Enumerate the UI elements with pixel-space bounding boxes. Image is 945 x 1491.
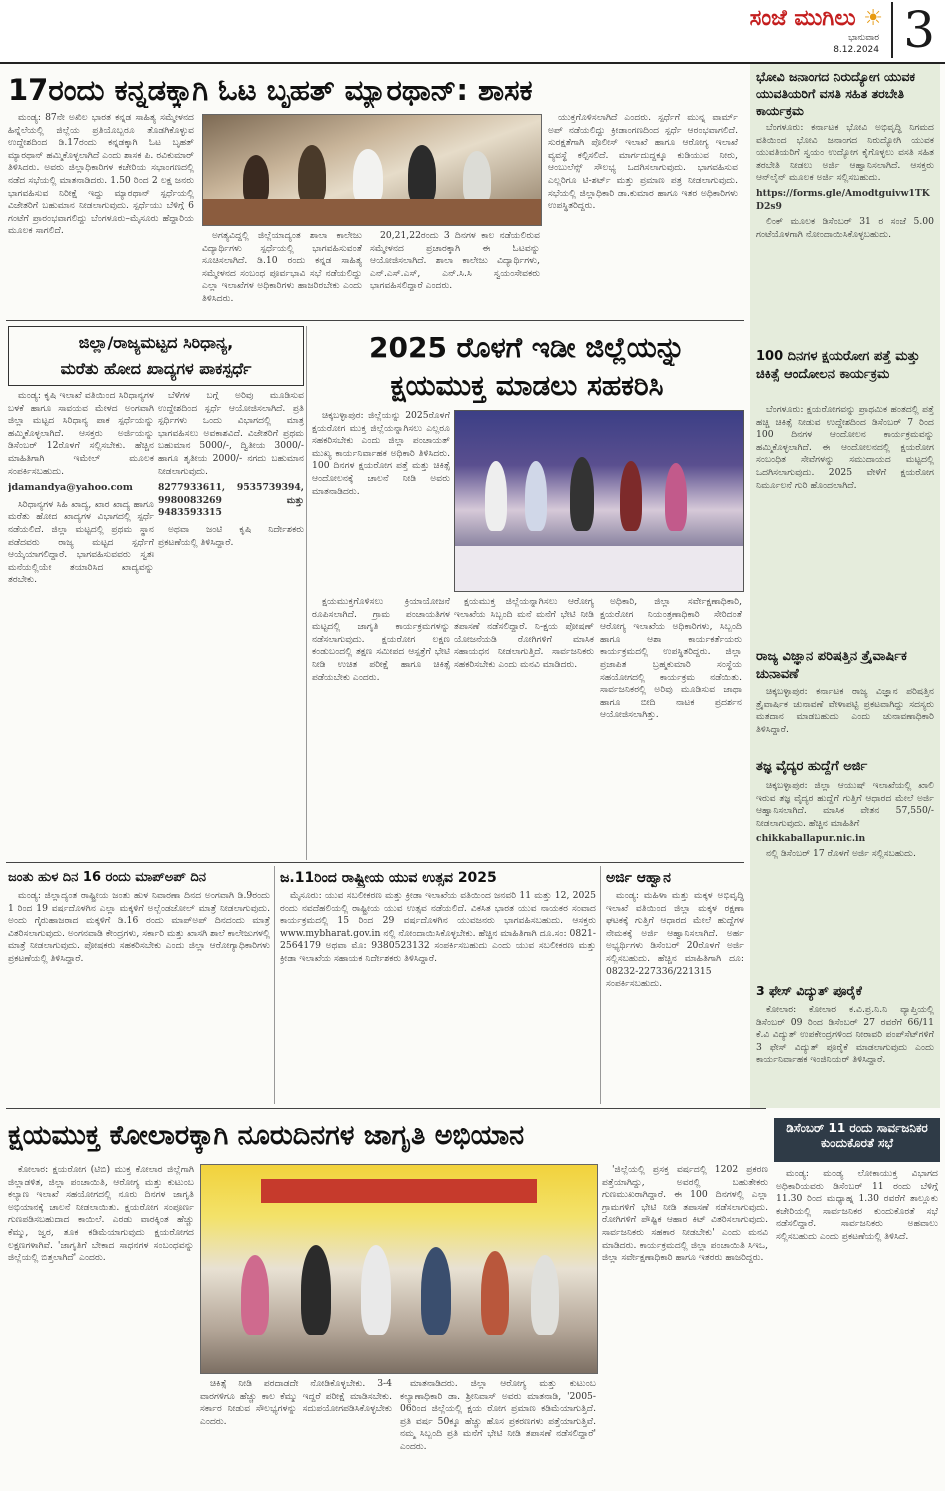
meeting-photo bbox=[202, 114, 542, 226]
contact-email: jdamandya@yahoo.com bbox=[8, 482, 133, 494]
masthead bbox=[0, 0, 945, 64]
article5-headline: ಜ.11ರಿಂದ ರಾಷ್ಟ್ರೀಯ ಯುವ ಉತ್ಸವ 2025 bbox=[280, 870, 497, 886]
issue-day: ಭಾನುವಾರ bbox=[848, 33, 879, 43]
tb-event-photo bbox=[454, 410, 744, 592]
kolar-event-photo bbox=[200, 1164, 598, 1374]
article7-headline: ಕ್ಷಯಮುಕ್ತ ಕೋಲಾರಕ್ಕಾಗಿ ನೂರುದಿನಗಳ ಜಾಗೃತಿ ಅಭಿಯಾನ bbox=[8, 1120, 525, 1151]
article3-col1: ಚಿಕ್ಕಬಳ್ಳಾಪುರ: ಜಿಲ್ಲೆಯನ್ನು 2025ರೊಳಗೆ ಕ್ಷಯರೋಗ ಮುಕ್ತ ಜಿಲ್ಲೆಯನ್ನಾಗಿಸಲು ಎಲ್ಲರೂ ಸಹಕರಿಸಬೇಕು ಎಂದು ಜಿಲ್ಲಾ ಪಂಚಾಯತ್ ಮುಖ್ಯ ಕಾರ್ಯನಿರ್ವಾಹಕ ಅಧಿಕಾರಿ ತಿಳಿಸಿದರು. 100 ದಿನಗಳ ಕ್ಷಯರೋಗ ಪತ್ತೆ ಮತ್ತು ಚಿಕಿತ್ಸೆ ಆಂದೋಲನಕ್ಕೆ ಚಾಲನೆ ನೀಡಿ ಅವರು ಮಾತನಾಡಿದರು. bbox=[312, 410, 450, 497]
article1-col3: 20,21,22ರಂದು 3 ದಿನಗಳ ಕಾಲ ನಡೆಯಲಿರುವ ಸಮ್ಮೇಳನದ ಪ್ರಚಾರಕ್ಕಾಗಿ ಈ ಓಟವನ್ನು ಆಯೋಜಿಸಲಾಗಿದೆ. ಶಾಲಾ ಕಾಲೇಜು ವಿದ್ಯಾರ್ಥಿಗಳು, ಎನ್.ಎಸ್.ಎಸ್, ಎನ್.ಸಿ.ಸಿ ಸ್ವಯಂಸೇವಕರು ಭಾಗವಹಿಸಲಿದ್ದಾರೆ ಎಂದರು. bbox=[370, 230, 540, 292]
article6-headline: ಅರ್ಜಿ ಆಹ್ವಾನ bbox=[606, 870, 671, 886]
sidebar-item4-title: ತಜ್ಞ ವೈದ್ಯರ ಹುದ್ದೆಗೆ ಅರ್ಜಿ bbox=[756, 759, 868, 774]
article7-col4: 'ಜಿಲ್ಲೆಯಲ್ಲಿ ಪ್ರಸಕ್ತ ವರ್ಷದಲ್ಲಿ 1202 ಪ್ರಕರಣ ಪತ್ತೆಯಾಗಿದ್ದು, ಅವರಲ್ಲಿ ಬಹುತೇಕರು ಗುಣಮುಖರಾಗಿದ್ದಾರೆ. ಈ 100 ದಿನಗಳಲ್ಲಿ ಎಲ್ಲಾ ಗ್ರಾಮಗಳಿಗೆ ಭೇಟಿ ನೀಡಿ ತಪಾಸಣೆ ನಡೆಸಲಾಗುವುದು. ರೋಗಿಗಳಿಗೆ ಪೌಷ್ಟಿಕ ಆಹಾರ ಕಿಟ್ ವಿತರಿಸಲಾಗುವುದು. ಸಾರ್ವಜನಿಕರು ಸಹಕಾರ ನೀಡಬೇಕು' ಎಂದು ಮನವಿ ಮಾಡಿದರು. ಕಾರ್ಯಕ್ರಮದಲ್ಲಿ ಜಿಲ್ಲಾ ಪಂಚಾಯಿತಿ ಸಿಇಒ, ಜಿಲ್ಲಾ ಸರ್ವೇಕ್ಷಣಾಧಿಕಾರಿ ಹಾಗೂ ಇತರರು ಹಾಜರಿದ್ದರು. bbox=[602, 1164, 768, 1264]
article2-col1: ಮಂಡ್ಯ: ಕೃಷಿ ಇಲಾಖೆ ವತಿಯಿಂದ ಸಿರಿಧಾನ್ಯಗಳ ಬಳಕೆ ಹಾಗೂ ಸಾವಯವ ಮೇಳದ ಅಂಗವಾಗಿ ಜಿಲ್ಲಾ ಮಟ್ಟದ ಸಿರಿಧಾನ್ಯ ಪಾಕ ಸ್ಪರ್ಧೆಯನ್ನು ಹಮ್ಮಿಕೊಳ್ಳಲಾಗಿದೆ. ಆಸಕ್ತರು ಅರ್ಜಿಯನ್ನು ಡಿಸೆಂಬರ್ 12ರೊಳಗೆ ಸಲ್ಲಿಸಬೇಕು. ಹೆಚ್ಚಿನ ಮಾಹಿತಿಗಾಗಿ ಇಮೇಲ್ ಮೂಲಕ ಸಂಪರ್ಕಿಸಬಹುದು. jdamandya@yahoo.com ಸಿರಿಧಾನ್ಯಗಳ ಸಿಹಿ ಖಾದ್ಯ, ಖಾರ ಖಾದ್ಯ ಹಾಗೂ ಮರೆತು ಹೋದ ಖಾದ್ಯಗಳ ವಿಭಾಗದಲ್ಲಿ ಸ್ಪರ್ಧೆ ನಡೆಯಲಿದೆ. ಜಿಲ್ಲಾ ಮಟ್ಟದಲ್ಲಿ ಪ್ರಥಮ ಸ್ಥಾನ ಪಡೆದವರು ರಾಜ್ಯ ಮಟ್ಟದ ಸ್ಪರ್ಧೆಗೆ ಆಯ್ಕೆಯಾಗಲಿದ್ದಾರೆ. ಭಾಗವಹಿಸುವವರು ಸ್ವತಃ ಮನೆಯಲ್ಲಿಯೇ ತಯಾರಿಸಿದ ಖಾದ್ಯವನ್ನು ತರಬೇಕು. bbox=[8, 390, 154, 586]
article2-headline-box bbox=[8, 326, 304, 386]
contact-phones: 8277933611, 9535739394, 9980083269 ಮತ್ತು 9483593315 bbox=[158, 482, 304, 519]
sidebar-item4-body: ಚಿಕ್ಕಬಳ್ಳಾಪುರ: ಜಿಲ್ಲಾ ಆಯುಷ್ ಇಲಾಖೆಯಲ್ಲಿ ಖಾಲಿ ಇರುವ ತಜ್ಞ ವೈದ್ಯರ ಹುದ್ದೆಗೆ ಗುತ್ತಿಗೆ ಆಧಾರದ ಮೇಲೆ ಅರ್ಜಿ ಆಹ್ವಾನಿಸಲಾಗಿದೆ. ಮಾಸಿಕ ವೇತನ 57,550/- ನೀಡಲಾಗುವುದು. ಹೆಚ್ಚಿನ ಮಾಹಿತಿಗೆ chikkaballapur.nic.in ನಲ್ಲಿ ಡಿಸೆಂಬರ್ 17 ರೊಳಗೆ ಅರ್ಜಿ ಸಲ್ಲಿಸಬಹುದು. bbox=[756, 780, 934, 859]
article1-headline: 17ರಂದು ಕನ್ನಡಕ್ಕಾಗಿ ಓಟ ಬೃಹತ್ ಮ್ಯಾರಥಾನ್: ಶಾಸಕ bbox=[8, 73, 533, 107]
sun-logo-icon: ☀ bbox=[855, 6, 883, 31]
sidebar-item6-title: ಡಿಸೆಂಬರ್ 11 ರಂದು ಸಾರ್ವಜನಿಕರ ಕುಂದುಕೊರತೆ ಸಭೆ bbox=[774, 1118, 940, 1162]
article3-col2: ಕ್ಷಯಮುಕ್ತಗೊಳಿಸಲು ಕ್ರಿಯಾಯೋಜನೆ ರೂಪಿಸಲಾಗಿದೆ. ಗ್ರಾಮ ಪಂಚಾಯತಿಗಳ ಮಟ್ಟದಲ್ಲಿ ಜಾಗೃತಿ ಕಾರ್ಯಕ್ರಮಗಳನ್ನು ನಡೆಸಲಾಗುವುದು. ಕ್ಷಯರೋಗ ಲಕ್ಷಣ ಕಂಡುಬಂದಲ್ಲಿ ತಕ್ಷಣ ಸಮೀಪದ ಆಸ್ಪತ್ರೆಗೆ ಭೇಟಿ ನೀಡಿ ಉಚಿತ ಪರೀಕ್ಷೆ ಹಾಗೂ ಚಿಕಿತ್ಸೆ ಪಡೆಯಬೇಕು ಎಂದರು. bbox=[312, 596, 450, 683]
sidebar-item1-body: ಬೆಂಗಳೂರು: ಕರ್ನಾಟಕ ಭೋವಿ ಅಭಿವೃದ್ಧಿ ನಿಗಮದ ವತಿಯಿಂದ ಭೋವಿ ಜನಾಂಗದ ನಿರುದ್ಯೋಗಿ ಯುವಕ ಯುವತಿಯರಿಗೆ ಸ್ವಯಂ ಉದ್ಯೋಗ ಕೈಗೊಳ್ಳಲು ವಸತಿ ಸಹಿತ ತರಬೇತಿ ನೀಡಲು ಅರ್ಜಿ ಆಹ್ವಾನಿಸಲಾಗಿದೆ. ಆಸಕ್ತರು ಆನ್‌ಲೈನ್ ಮೂಲಕ ಅರ್ಜಿ ಸಲ್ಲಿಸಬಹುದು. https://forms.gle/Amodtguivw1TKD2s9 ಲಿಂಕ್ ಮೂಲಕ ಡಿಸೆಂಬರ್ 31 ರ ಸಂಜೆ 5.00 ಗಂಟೆಯೊಳಗಾಗಿ ನೋಂದಾಯಿಸಿಕೊಳ್ಳಬಹುದು. bbox=[756, 122, 934, 240]
article2-headline-line2: ಮರೆತು ಹೋದ ಖಾದ್ಯಗಳ ಪಾಕಸ್ಪರ್ಧೆ bbox=[60, 359, 252, 378]
sidebar-item6-body: ಮಂಡ್ಯ: ಮಂಡ್ಯ ಲೋಕಾಯುಕ್ತ ವಿಭಾಗದ ಅಧಿಕಾರಿಯವರು ಡಿಸೆಂಬರ್ 11 ರಂದು ಬೆಳಿಗ್ಗೆ 11.30 ರಿಂದ ಮಧ್ಯಾಹ್ನ 1.30 ರವರೆಗೆ ತಾಲ್ಲೂಕು ಕಚೇರಿಯಲ್ಲಿ ಸಾರ್ವಜನಿಕರ ಕುಂದುಕೊರತೆ ಸಭೆ ನಡೆಸಲಿದ್ದಾರೆ. ಸಾರ್ವಜನಿಕರು ಅಹವಾಲು ಸಲ್ಲಿಸಬಹುದು ಎಂದು ಪ್ರಕಟಣೆಯಲ್ಲಿ ತಿಳಿಸಿದೆ. bbox=[776, 1168, 938, 1242]
article3-col4: ಅಧಿಕಾರಿ, ಜಿಲ್ಲಾ ಸರ್ವೇಕ್ಷಣಾಧಿಕಾರಿ, ಕ್ಷಯರೋಗ ನಿಯಂತ್ರಣಾಧಿಕಾರಿ ಸೇರಿದಂತೆ ಆರೋಗ್ಯ ಇಲಾಖೆಯ ಅಧಿಕಾರಿಗಳು, ಸಿಬ್ಬಂದಿ ಹಾಗೂ ಆಶಾ ಕಾರ್ಯಕರ್ತೆಯರು ಕಾರ್ಯಕ್ರಮದಲ್ಲಿ ಉಪಸ್ಥಿತರಿದ್ದರು. ಜಿಲ್ಲಾ ಪ್ರಜಾಪಿತ ಬ್ರಹ್ಮಕುಮಾರಿ ಸಂಸ್ಥೆಯ ಸಹಯೋಗದಲ್ಲಿ ಕಾರ್ಯಕ್ರಮ ನಡೆಯಿತು. ಸಾರ್ವಜನಿಕರಲ್ಲಿ ಅರಿವು ಮೂಡಿಸುವ ಜಾಥಾ ಹಾಗೂ ಬೀದಿ ನಾಟಕ ಪ್ರದರ್ಶನ ಆಯೋಜಿಸಲಾಗಿತ್ತು. bbox=[600, 596, 742, 721]
district-website-link[interactable]: chikkaballapur.nic.in bbox=[756, 833, 866, 845]
article4-headline: ಜಂತು ಹುಳ ದಿನ 16 ರಂದು ಮಾಪ್‌ಅಪ್ ದಿನ bbox=[8, 870, 206, 885]
article2-col2: ಬೆಳೆಗಳ ಬಗ್ಗೆ ಅರಿವು ಮೂಡಿಸುವ ಉದ್ದೇಶದಿಂದ ಸ್ಪರ್ಧೆ ಆಯೋಜಿಸಲಾಗಿದೆ. ಪ್ರತಿ ಸ್ಪರ್ಧಿಗಳು ಒಂದು ವಿಭಾಗದಲ್ಲಿ ಮಾತ್ರ ಭಾಗವಹಿಸಲು ಅವಕಾಶವಿದೆ. ವಿಜೇತರಿಗೆ ಪ್ರಥಮ ಬಹುಮಾನ 5000/-, ದ್ವಿತೀಯ 3000/- ಹಾಗೂ ತೃತೀಯ 2000/- ನಗದು ಬಹುಮಾನ ನೀಡಲಾಗುವುದು. 8277933611, 9535739394, 9980083269 ಮತ್ತು 9483593315 ಅಥವಾ ಜಂಟಿ ಕೃಷಿ ನಿರ್ದೇಶಕರು ಪ್ರಕಟಣೆಯಲ್ಲಿ ತಿಳಿಸಿದ್ದಾರೆ. bbox=[158, 390, 304, 548]
sidebar-item3-body: ಚಿಕ್ಕಬಳ್ಳಾಪುರ: ಕರ್ನಾಟಕ ರಾಜ್ಯ ವಿಜ್ಞಾನ ಪರಿಷತ್ತಿನ ತ್ರೈವಾರ್ಷಿಕ ಚುನಾವಣೆ ವೇಳಾಪಟ್ಟಿ ಪ್ರಕಟವಾಗಿದ್ದು ಸದಸ್ಯರು ಮತದಾನ ಮಾಡಬಹುದು ಎಂದು ಚುನಾವಣಾಧಿಕಾರಿ ತಿಳಿಸಿದ್ದಾರೆ. bbox=[756, 686, 934, 735]
article2-headline-line1: ಜಿಲ್ಲಾ/ರಾಜ್ಯಮಟ್ಟದ ಸಿರಿಧಾನ್ಯ, bbox=[78, 333, 234, 352]
article4-body: ಮಂಡ್ಯ: ಜಿಲ್ಲಾದ್ಯಂತ ರಾಷ್ಟ್ರೀಯ ಜಂತು ಹುಳ ನಿವಾರಣಾ ದಿನದ ಅಂಗವಾಗಿ ಡಿ.9ರಂದು 1 ರಿಂದ 19 ವರ್ಷದೊಳಗಿನ ಎಲ್ಲಾ ಮಕ್ಕಳಿಗೆ ಅಲ್ಬೆಂಡಜೋಲ್ ಮಾತ್ರೆ ನೀಡಲಾಗುವುದು. ಅಂದು ಗೈರುಹಾಜರಾದ ಮಕ್ಕಳಿಗೆ ಡಿ.16 ರಂದು ಮಾಪ್‌ಅಪ್ ದಿನದಂದು ಮಾತ್ರೆ ವಿತರಿಸಲಾಗುವುದು. ಅಂಗನವಾಡಿ ಕೇಂದ್ರಗಳು, ಸರ್ಕಾರಿ ಮತ್ತು ಖಾಸಗಿ ಶಾಲೆ ಕಾಲೇಜುಗಳಲ್ಲಿ ಮಾತ್ರೆ ನೀಡಲಾಗುವುದು. ಪೋಷಕರು ಸಹಕರಿಸಬೇಕು ಎಂದು ಜಿಲ್ಲಾ ಆರೋಗ್ಯಾಧಿಕಾರಿಗಳು ಪ್ರಕಟಣೆಯಲ್ಲಿ ತಿಳಿಸಿದ್ದಾರೆ. bbox=[8, 890, 270, 964]
article1-col2: ಅಗತ್ಯವಿದ್ದಲ್ಲಿ ಜಿಲ್ಲೆಯಾದ್ಯಂತ ಶಾಲಾ ಕಾಲೇಜು ವಿದ್ಯಾರ್ಥಿಗಳು ಸ್ಪರ್ಧೆಯಲ್ಲಿ ಭಾಗವಹಿಸುವಂತೆ ಸೂಚಿಸಲಾಗಿದೆ. ಡಿ.10 ರಂದು ಕನ್ನಡ ಸಾಹಿತ್ಯ ಸಮ್ಮೇಳನದ ಸಂಬಂಧ ಪೂರ್ವಭಾವಿ ಸಭೆ ನಡೆಯಲಿದ್ದು ಎಲ್ಲಾ ಇಲಾಖೆಗಳ ಅಧಿಕಾರಿಗಳು ಹಾಜರಿರಬೇಕು ಎಂದು ತಿಳಿಸಿದರು. bbox=[202, 230, 362, 304]
newspaper-brand: ಸಂಜೆ ಮುಗಿಲು ☀ bbox=[749, 6, 883, 31]
article7-col1: ಕೋಲಾರ: ಕ್ಷಯರೋಗ (ಟಿಬಿ) ಮುಕ್ತ ಕೋಲಾರ ಜಿಲ್ಲೆಗಾಗಿ ಜಿಲ್ಲಾಡಳಿತ, ಜಿಲ್ಲಾ ಪಂಚಾಯಿತಿ, ಆರೋಗ್ಯ ಮತ್ತು ಕುಟುಂಬ ಕಲ್ಯಾಣ ಇಲಾಖೆ ಸಹಯೋಗದಲ್ಲಿ ನೂರು ದಿನಗಳ ಜಾಗೃತಿ ಅಭಿಯಾನಕ್ಕೆ ಚಾಲನೆ ನೀಡಲಾಯಿತು. ಕ್ಷಯರೋಗ ಸಂಪೂರ್ಣ ಗುಣಪಡಿಸಬಹುದಾದ ಕಾಯಿಲೆ. ಎರಡು ವಾರಕ್ಕಿಂತ ಹೆಚ್ಚು ಕೆಮ್ಮು, ಜ್ವರ, ತೂಕ ಕಡಿಮೆಯಾಗುವುದು ಕ್ಷಯರೋಗದ ಲಕ್ಷಣಗಳಾಗಿವೆ. 'ಜಾಗೃತಿಗೆ ಬೇಕಾದ ಸಾಧನಗಳ ಸಂಬಂಧವನ್ನು ಜಿಲ್ಲೆಯಲ್ಲಿ ಬಿತ್ತಲಾಗಿದೆ' ಎಂದರು. bbox=[8, 1164, 194, 1264]
article5-body: ಮೈಸೂರು: ಯುವ ಸಬಲೀಕರಣ ಮತ್ತು ಕ್ರೀಡಾ ಇಲಾಖೆಯ ವತಿಯಿಂದ ಜನವರಿ 11 ಮತ್ತು 12, 2025 ರಂದು ನವದೆಹಲಿಯಲ್ಲಿ ರಾಷ್ಟ್ರೀಯ ಯುವ ಉತ್ಸವ ನಡೆಯಲಿದೆ. ವಿಕಸಿತ ಭಾರತ ಯುವ ನಾಯಕರ ಸಂವಾದ ಕಾರ್ಯಕ್ರಮದಲ್ಲಿ 15 ರಿಂದ 29 ವರ್ಷದೊಳಗಿನ ಯುವಜನರು ಭಾಗವಹಿಸಬಹುದು. ಆಸಕ್ತರು www.mybharat.gov.in ನಲ್ಲಿ ನೋಂದಾಯಿಸಿಕೊಳ್ಳಬೇಕು. ಹೆಚ್ಚಿನ ಮಾಹಿತಿಗಾಗಿ ದೂ.ಸಂ: 0821-2564179 ಅಥವಾ ಮೊ: 9380523132 ಸಂಪರ್ಕಿಸಬಹುದು ಎಂದು ಯುವ ಸಬಲೀಕರಣ ಮತ್ತು ಕ್ರೀಡಾ ಇಲಾಖೆಯ ಸಹಾಯಕ ನಿರ್ದೇಶಕರು ತಿಳಿಸಿದ್ದಾರೆ. bbox=[280, 890, 596, 964]
article1-col1: ಮಂಡ್ಯ: 87ನೇ ಅಖಿಲ ಭಾರತ ಕನ್ನಡ ಸಾಹಿತ್ಯ ಸಮ್ಮೇಳನದ ಹಿನ್ನೆಲೆಯಲ್ಲಿ ಜಿಲ್ಲೆಯ ಪ್ರತಿಯೊಬ್ಬರೂ ತೊಡಗಿಕೊಳ್ಳುವ ಉದ್ದೇಶದಿಂದ ಡಿ.17ರಂದು ಕನ್ನಡಕ್ಕಾಗಿ ಓಟ ಬೃಹತ್ ಮ್ಯಾರಥಾನ್ ಹಮ್ಮಿಕೊಳ್ಳಲಾಗಿದೆ ಎಂದು ಶಾಸಕ ಪಿ. ರವಿಕುಮಾರ್ ತಿಳಿಸಿದರು. ಅವರು ಜಿಲ್ಲಾಧಿಕಾರಿಗಳ ಕಚೇರಿಯ ಸಭಾಂಗಣದಲ್ಲಿ ನಡೆದ ಸಭೆಯಲ್ಲಿ ಮಾತನಾಡಿದರು. 1.50 ರಿಂದ 2 ಲಕ್ಷ ಜನರು ಭಾಗವಹಿಸುವ ನಿರೀಕ್ಷೆ ಇದ್ದು ಮ್ಯಾರಥಾನ್ ಸ್ಪರ್ಧೆಯಲ್ಲಿ ವಿಜೇತರಿಗೆ ಬಹುಮಾನ ನೀಡಲಾಗುವುದು. ಸ್ಪರ್ಧೆಯು ಬೆಳಿಗ್ಗೆ 6 ಗಂಟೆಗೆ ಪ್ರಾರಂಭವಾಗಲಿದ್ದು ಬೆಂಗಳೂರು–ಮೈಸೂರು ಹೆದ್ದಾರಿಯ ಮೂಲಕ ಸಾಗಲಿದೆ. bbox=[8, 112, 194, 237]
page-number: 3 bbox=[891, 2, 935, 58]
sidebar-item5-body: ಕೋಲಾರ: ಕೋಲಾರ ಕ.ವಿ.ಪ್ರ.ನಿ.ನಿ ವ್ಯಾಪ್ತಿಯಲ್ಲಿ ಡಿಸೆಂಬರ್ 09 ರಿಂದ ಡಿಸೆಂಬರ್ 27 ರವರೆಗೆ 66/11 ಕೆ.ವಿ ವಿದ್ಯುತ್ ಉಪಕೇಂದ್ರಗಳಿಂದ ನೀರಾವರಿ ಪಂಪ್‌ಸೆಟ್‌ಗಳಿಗೆ 3 ಫೇಸ್ ವಿದ್ಯುತ್ ಪೂರೈಕೆ ಮಾಡಲಾಗುವುದು ಎಂದು ಕಾರ್ಯನಿರ್ವಾಹಕ ಇಂಜಿನಿಯರ್ ತಿಳಿಸಿದ್ದಾರೆ. bbox=[756, 1004, 934, 1066]
form-link[interactable]: https://forms.gle/Amodtguivw1TKD2s9 bbox=[756, 187, 930, 212]
article3-col3: ಕ್ಷಯಮುಕ್ತ ಜಿಲ್ಲೆಯನ್ನಾಗಿಸಲು ಆರೋಗ್ಯ ಇಲಾಖೆಯ ಸಿಬ್ಬಂದಿ ಮನೆ ಮನೆಗೆ ಭೇಟಿ ನೀಡಿ ತಪಾಸಣೆ ನಡೆಸಲಿದ್ದಾರೆ. ನಿ-ಕ್ಷಯ ಪೋಷಣ್ ಯೋಜನೆಯಡಿ ರೋಗಿಗಳಿಗೆ ಮಾಸಿಕ ಸಹಾಯಧನ ನೀಡಲಾಗುತ್ತಿದೆ. ಸಾರ್ವಜನಿಕರು ಸಹಕರಿಸಬೇಕು ಎಂದು ಮನವಿ ಮಾಡಿದರು. bbox=[454, 596, 594, 670]
sidebar-item2-title: 100 ದಿನಗಳ ಕ್ಷಯರೋಗ ಪತ್ತೆ ಮತ್ತು ಚಿಕಿತ್ಸೆ ಆಂದೋಲನ ಕಾರ್ಯಕ್ರಮ bbox=[756, 349, 920, 382]
sidebar-item1-title: ಭೋವಿ ಜನಾಂಗದ ನಿರುದ್ಯೋಗ ಯುವಕ ಯುವತಿಯರಿಗೆ ವಸತಿ ಸಹಿತ ತರಬೇತಿ ಕಾರ್ಯಕ್ರಮ bbox=[756, 69, 916, 118]
article7-col3: ಮಾತನಾಡಿದರು. ಜಿಲ್ಲಾ ಆರೋಗ್ಯ ಮತ್ತು ಕುಟುಂಬ ಕಲ್ಯಾಣಾಧಿಕಾರಿ ಡಾ. ಶ್ರೀನಿವಾಸ್ ಅವರು ಮಾತನಾಡಿ, '2005-06ರಿಂದ ಜಿಲ್ಲೆಯಲ್ಲಿ ಕ್ಷಯ ರೋಗ ಪ್ರಮಾಣ ಕಡಿಮೆಯಾಗುತ್ತಿದೆ. ಪ್ರತಿ ವರ್ಷ 50ಕ್ಕೂ ಹೆಚ್ಚು ಹೊಸ ಪ್ರಕರಣಗಳು ಪತ್ತೆಯಾಗುತ್ತಿವೆ. ನಮ್ಮ ಸಿಬ್ಬಂದಿ ಪ್ರತಿ ಮನೆಗೆ ಭೇಟಿ ನೀಡಿ ತಪಾಸಣೆ ನಡೆಸಲಿದ್ದಾರೆ' ಎಂದರು. bbox=[400, 1378, 596, 1452]
issue-date: 8.12.2024 bbox=[833, 45, 879, 55]
article1-col4: ಯುಕ್ತಗೊಳಿಸಲಾಗಿದೆ ಎಂದರು. ಸ್ಪರ್ಧೆಗೆ ಮುನ್ನ ವಾರ್ಮ್ ಅಪ್ ನಡೆಯಲಿದ್ದು ಕ್ರೀಡಾಂಗಣದಿಂದ ಸ್ಪರ್ಧೆ ಆರಂಭವಾಗಲಿದೆ. ಸುರಕ್ಷತೆಗಾಗಿ ಪೊಲೀಸ್ ಇಲಾಖೆ ಹಾಗೂ ಆರೋಗ್ಯ ಇಲಾಖೆ ವ್ಯವಸ್ಥೆ ಕಲ್ಪಿಸಲಿದೆ. ಮಾರ್ಗದುದ್ದಕ್ಕೂ ಕುಡಿಯುವ ನೀರು, ಆಂಬುಲೆನ್ಸ್ ಸೌಲಭ್ಯ ಒದಗಿಸಲಾಗುವುದು. ಭಾಗವಹಿಸುವ ಎಲ್ಲರಿಗೂ ಟಿ-ಶರ್ಟ್ ಮತ್ತು ಪ್ರಮಾಣ ಪತ್ರ ನೀಡಲಾಗುವುದು. ಸಭೆಯಲ್ಲಿ ಜಿಲ್ಲಾಧಿಕಾರಿ ಡಾ.ಕುಮಾರ ಹಾಗೂ ಇತರ ಅಧಿಕಾರಿಗಳು ಉಪಸ್ಥಿತರಿದ್ದರು. bbox=[548, 112, 738, 212]
sidebar-item2-body: ಬೆಂಗಳೂರು: ಕ್ಷಯರೋಗವನ್ನು ಪ್ರಾಥಮಿಕ ಹಂತದಲ್ಲಿ ಪತ್ತೆ ಹಚ್ಚಿ ಚಿಕಿತ್ಸೆ ನೀಡುವ ಉದ್ದೇಶದಿಂದ ಡಿಸೆಂಬರ್ 7 ರಿಂದ 100 ದಿನಗಳ ಆಂದೋಲನ ಕಾರ್ಯಕ್ರಮವನ್ನು ಹಮ್ಮಿಕೊಳ್ಳಲಾಗಿದೆ. ಈ ಆಂದೋಲನದಲ್ಲಿ ಕ್ಷಯರೋಗ ಸಂಬಂಧಿತ ಸೇವೆಗಳನ್ನು ಸಮುದಾಯದ ಮಟ್ಟದಲ್ಲಿ ಒದಗಿಸಲಾಗುವುದು. 2025 ವೇಳೆಗೆ ಕ್ಷಯರೋಗ ನಿರ್ಮೂಲನೆ ಗುರಿ ಹೊಂದಲಾಗಿದೆ. bbox=[756, 404, 934, 491]
article7-col2: ಚಿಕಿತ್ಸೆ ನೀಡಿ ಪರದಾಡದೇ ನೋಡಿಕೊಳ್ಳಬೇಕು. 3-4 ವಾರಗಳಿಗೂ ಹೆಚ್ಚು ಕಾಲ ಕೆಮ್ಮು ಇದ್ದರೆ ಪರೀಕ್ಷೆ ಮಾಡಿಸಬೇಕು. ಸರ್ಕಾರ ನೀಡುವ ಸೌಲಭ್ಯಗಳನ್ನು ಸದುಪಯೋಗಪಡಿಸಿಕೊಳ್ಳಬೇಕು ಎಂದರು. bbox=[200, 1378, 392, 1427]
article3-headline-line1: 2025 ರೊಳಗೆ ಇಡೀ ಜಿಲ್ಲೆಯನ್ನು bbox=[369, 331, 685, 364]
right-sidebar bbox=[750, 64, 940, 1108]
sidebar-item5-title: 3 ಫೇಸ್ ವಿದ್ಯುತ್ ಪೂರೈಕೆ bbox=[756, 983, 862, 998]
article3-headline-line2: ಕ್ಷಯಮುಕ್ತ ಮಾಡಲು ಸಹಕರಿಸಿ bbox=[390, 369, 664, 402]
article6-body: ಮಂಡ್ಯ: ಮಹಿಳಾ ಮತ್ತು ಮಕ್ಕಳ ಅಭಿವೃದ್ಧಿ ಇಲಾಖೆ ವತಿಯಿಂದ ಜಿಲ್ಲಾ ಮಕ್ಕಳ ರಕ್ಷಣಾ ಘಟಕಕ್ಕೆ ಗುತ್ತಿಗೆ ಆಧಾರದ ಮೇಲೆ ಹುದ್ದೆಗಳ ನೇಮಕಕ್ಕೆ ಅರ್ಜಿ ಆಹ್ವಾನಿಸಲಾಗಿದೆ. ಅರ್ಹ ಅಭ್ಯರ್ಥಿಗಳು ಡಿಸೆಂಬರ್ 20ರೊಳಗೆ ಅರ್ಜಿ ಸಲ್ಲಿಸಬಹುದು. ಹೆಚ್ಚಿನ ಮಾಹಿತಿಗಾಗಿ ದೂ: 08232-227336/221315 ಸಂಪರ್ಕಿಸಬಹುದು. bbox=[606, 890, 744, 990]
sidebar-item3-title: ರಾಜ್ಯ ವಿಜ್ಞಾನ ಪರಿಷತ್ತಿನ ತ್ರೈವಾರ್ಷಿಕ ಚುನಾವಣೆ bbox=[756, 649, 907, 682]
